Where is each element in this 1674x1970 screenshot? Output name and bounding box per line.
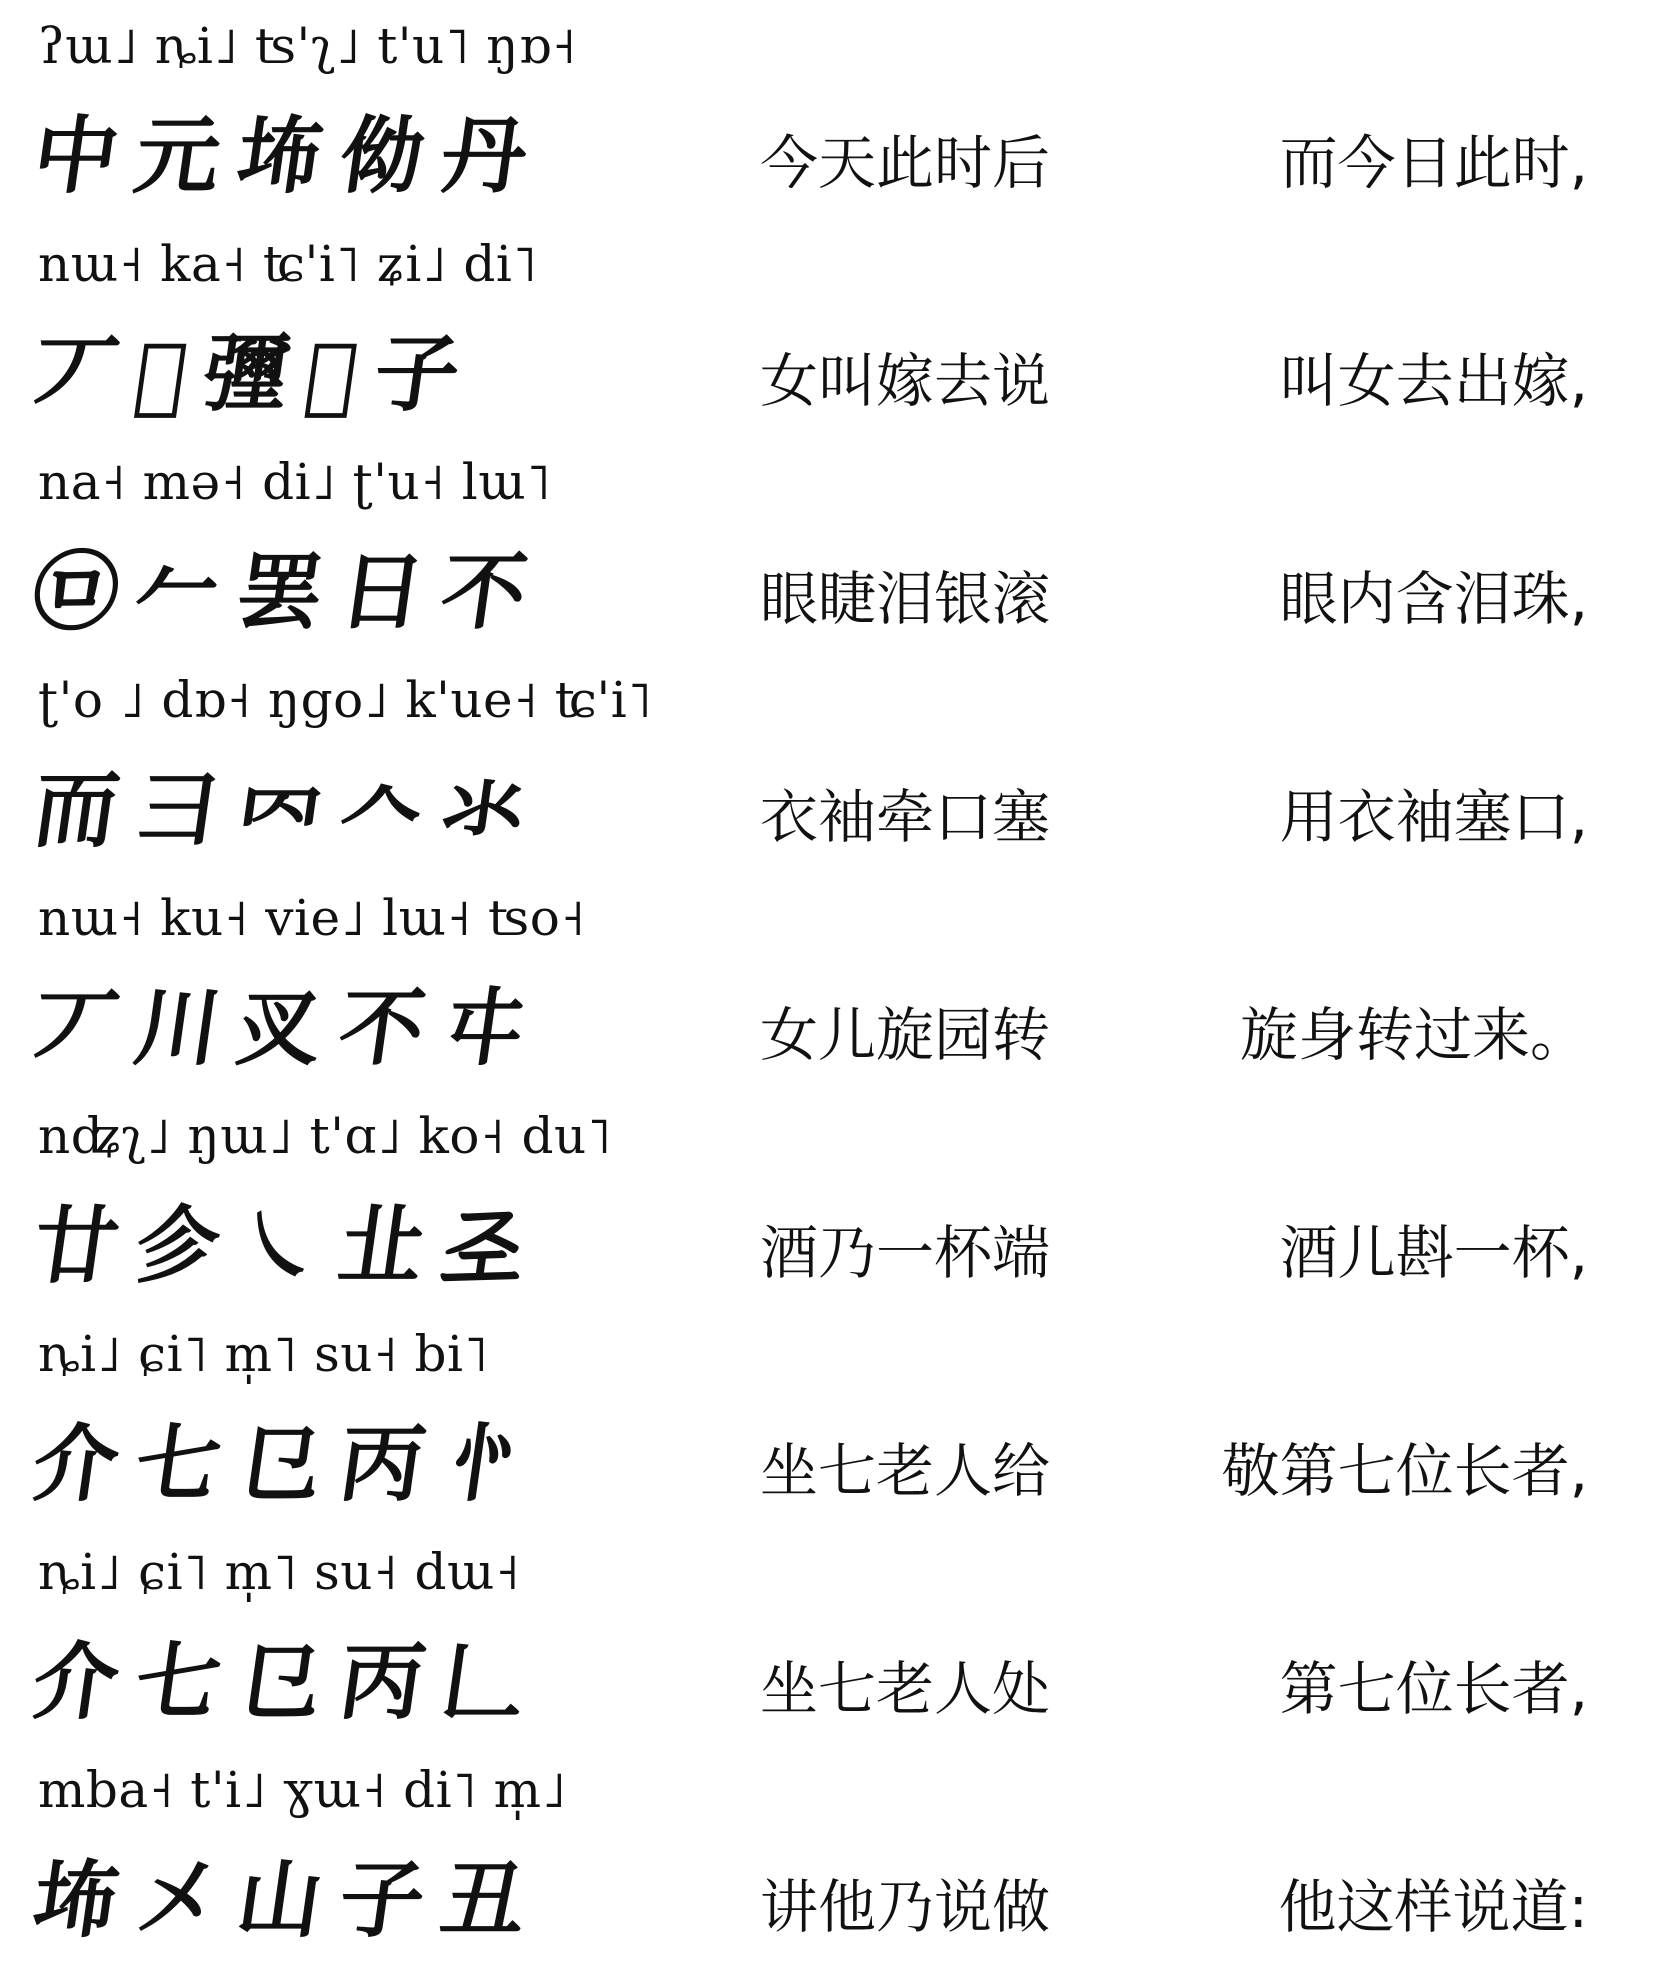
verse-line-2 [0, 226, 1674, 444]
verse-line-4 [0, 662, 1674, 880]
chinese-translation: 他这样说道: [1278, 1873, 1588, 1941]
ipa-transcription: na˧ mə˧ di˩ ʈ'u˧ lɯ˥ [38, 453, 552, 511]
nushu-script: 丆𠂌㣆𠀕子 [27, 325, 484, 423]
ipa-transcription: ȵi˩ ɕi˥ m̩˥ su˧ bi˥ [38, 1325, 489, 1383]
chinese-translation: 而今日此时, [1279, 129, 1588, 197]
ipa-transcription: nɯ˧ ka˧ ʨ'i˥ ʑi˩ di˥ [38, 235, 538, 293]
verse-line-1 [0, 8, 1674, 226]
nushu-script: 㘵㐅山子丑 [27, 1851, 551, 1949]
nushu-script: 廿㐱㇏㐀𢀖 [27, 1197, 551, 1295]
verse-line-8 [0, 1534, 1674, 1752]
chinese-translation: 用衣袖塞口, [1279, 783, 1588, 851]
word-gloss: 讲他乃说做 [760, 1873, 1051, 1941]
nushu-script: 介七㔾丙𠃊 [27, 1633, 551, 1731]
nushu-script: 而彐𠔿𠆢氺 [27, 761, 551, 859]
verse-line-6 [0, 1098, 1674, 1316]
word-gloss: 眼睫泪银滚 [760, 565, 1051, 633]
chinese-translation: 眼内含泪珠, [1279, 565, 1588, 633]
verse-line-5 [0, 880, 1674, 1098]
nushu-script: 丆川㕚不㐄 [27, 979, 551, 1077]
ipa-transcription: ȵi˩ ɕi˥ m̩˥ su˧ dɯ˧ [38, 1543, 521, 1601]
word-gloss: 酒乃一杯端 [760, 1219, 1051, 1287]
verse-line-3 [0, 444, 1674, 662]
ipa-transcription: ʈ'o ˩ dɒ˧ ŋgo˩ k'ue˧ ʨ'i˥ [38, 671, 653, 729]
ipa-transcription: nɯ˧ ku˧ vie˩ lɯ˧ ʦo˧ [38, 889, 586, 947]
word-gloss: 今天此时后 [760, 129, 1051, 197]
nushu-script: 中元㘵㑃丹 [27, 107, 551, 205]
verse-line-7 [0, 1316, 1674, 1534]
ipa-transcription: ʔɯ˩ ȵi˩ ʦ'ʅ˩ t'u˥ ŋɒ˧ [38, 17, 577, 75]
verse-line-9 [0, 1752, 1674, 1970]
word-gloss: 衣袖牵口塞 [760, 783, 1051, 851]
chinese-translation: 敬第七位长者, [1221, 1437, 1588, 1505]
ipa-transcription: mba˧ t'i˩ ɣɯ˧ di˥ m̩˩ [38, 1761, 567, 1819]
word-gloss: 女儿旋园转 [760, 1001, 1051, 1069]
chinese-translation: 旋身转过来。 [1239, 1001, 1588, 1069]
nushu-script: 介七㔾丙㣺 [27, 1415, 551, 1513]
chinese-translation: 酒儿斟一杯, [1279, 1219, 1588, 1287]
word-gloss: 坐七老人给 [760, 1437, 1051, 1505]
chinese-translation: 叫女去出嫁, [1279, 347, 1588, 415]
word-gloss: 坐七老人处 [760, 1655, 1051, 1723]
chinese-translation: 第七位长者, [1279, 1655, 1588, 1723]
nushu-script: ㉤𠂉罢日不 [27, 543, 551, 641]
word-gloss: 女叫嫁去说 [760, 347, 1051, 415]
ipa-transcription: nʥʅ˩ ŋɯ˩ t'ɑ˩ ko˧ du˥ [38, 1107, 612, 1165]
